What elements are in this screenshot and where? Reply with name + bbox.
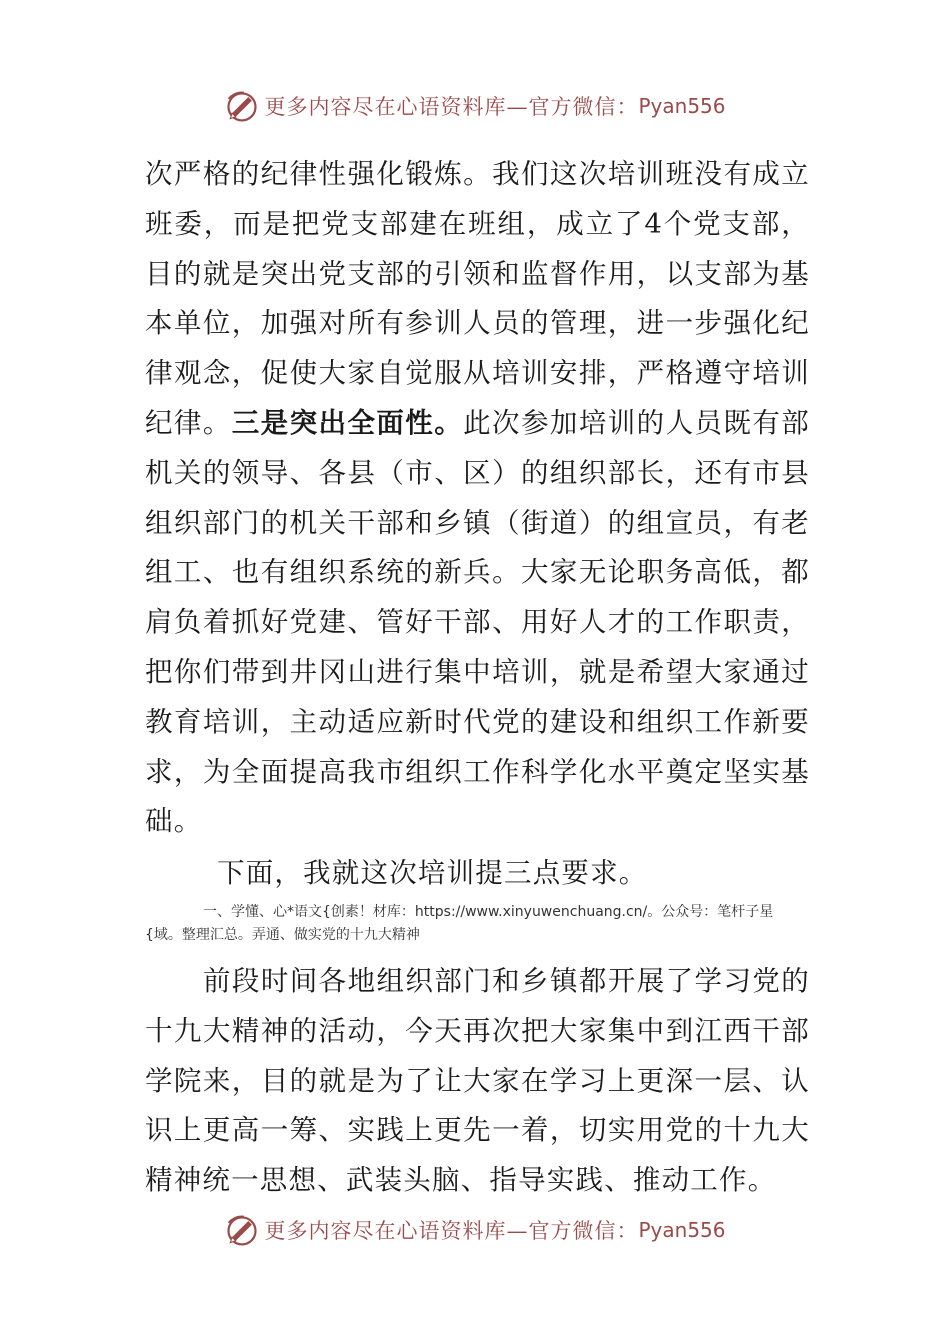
paragraph-text: 次严格的纪律性强化锻炼。我们这次培训班没有成立班委，而是把党支部建在班组，成立了4个党支部，目的就是突出党支部的引领和监督作用，以支部为基本单位，加强对所有参训人员的管理，进一步强化纪律观念，促使大家自觉服从培训安排，严格遵守培训纪律。 bbox=[145, 158, 810, 439]
paragraph-study: 前段时间各地组织部门和乡镇都开展了学习党的十九大精神的活动，今天再次把大家集中到江西干部学院来，目的就是为了让大家在学习上更深一层、认识上更高一筹、实践上更先一着，切实用党的十九大精神统一思想、武装头脑、指导实践、推动工作。 bbox=[145, 964, 810, 1197]
paragraph-text: 此次参加培训的人员既有部机关的领导、各县（市、区）的组织部长，还有市县组织部门的机关干部和乡镇（街道）的组宣员，有老组工、也有组织系统的新兵。大家无论职务高低，都肩负着抓好党建、管好干部、用好人才的工作职责，把你们带到井冈山进行集中培训，就是希望大家通过教育培训，主动适应新时代党的建设和组织工作新要求，为全面提高我市组织工作科学化水平奠定坚实基础。 bbox=[145, 406, 810, 838]
pen-circle-logo-icon bbox=[224, 1212, 260, 1248]
banner-wechat-id: Pyan556 bbox=[638, 1218, 726, 1242]
banner-text: 更多内容尽在心语资料库—官方微信： bbox=[264, 95, 639, 119]
document-body bbox=[145, 150, 810, 1206]
header-banner bbox=[0, 86, 950, 126]
banner-wechat-id: Pyan556 bbox=[638, 94, 726, 118]
pen-circle-logo-icon bbox=[224, 88, 260, 124]
banner-text: 更多内容尽在心语资料库—官方微信： bbox=[264, 1219, 639, 1243]
paragraph-discipline bbox=[145, 150, 810, 847]
paragraph-requirements-intro: 下面，我就这次培训提三点要求。 bbox=[217, 857, 648, 890]
bold-heading-comprehensive: 三是突出全面性。 bbox=[231, 406, 464, 439]
section-heading-small: 一、学懂、心*语文{创素！材库：https://www.xinyuwenchuang.cn/。公众号：笔杆子星{域。整理汇总。弄通、做实党的十九大精神 bbox=[145, 903, 774, 943]
footer-banner bbox=[0, 1210, 950, 1250]
